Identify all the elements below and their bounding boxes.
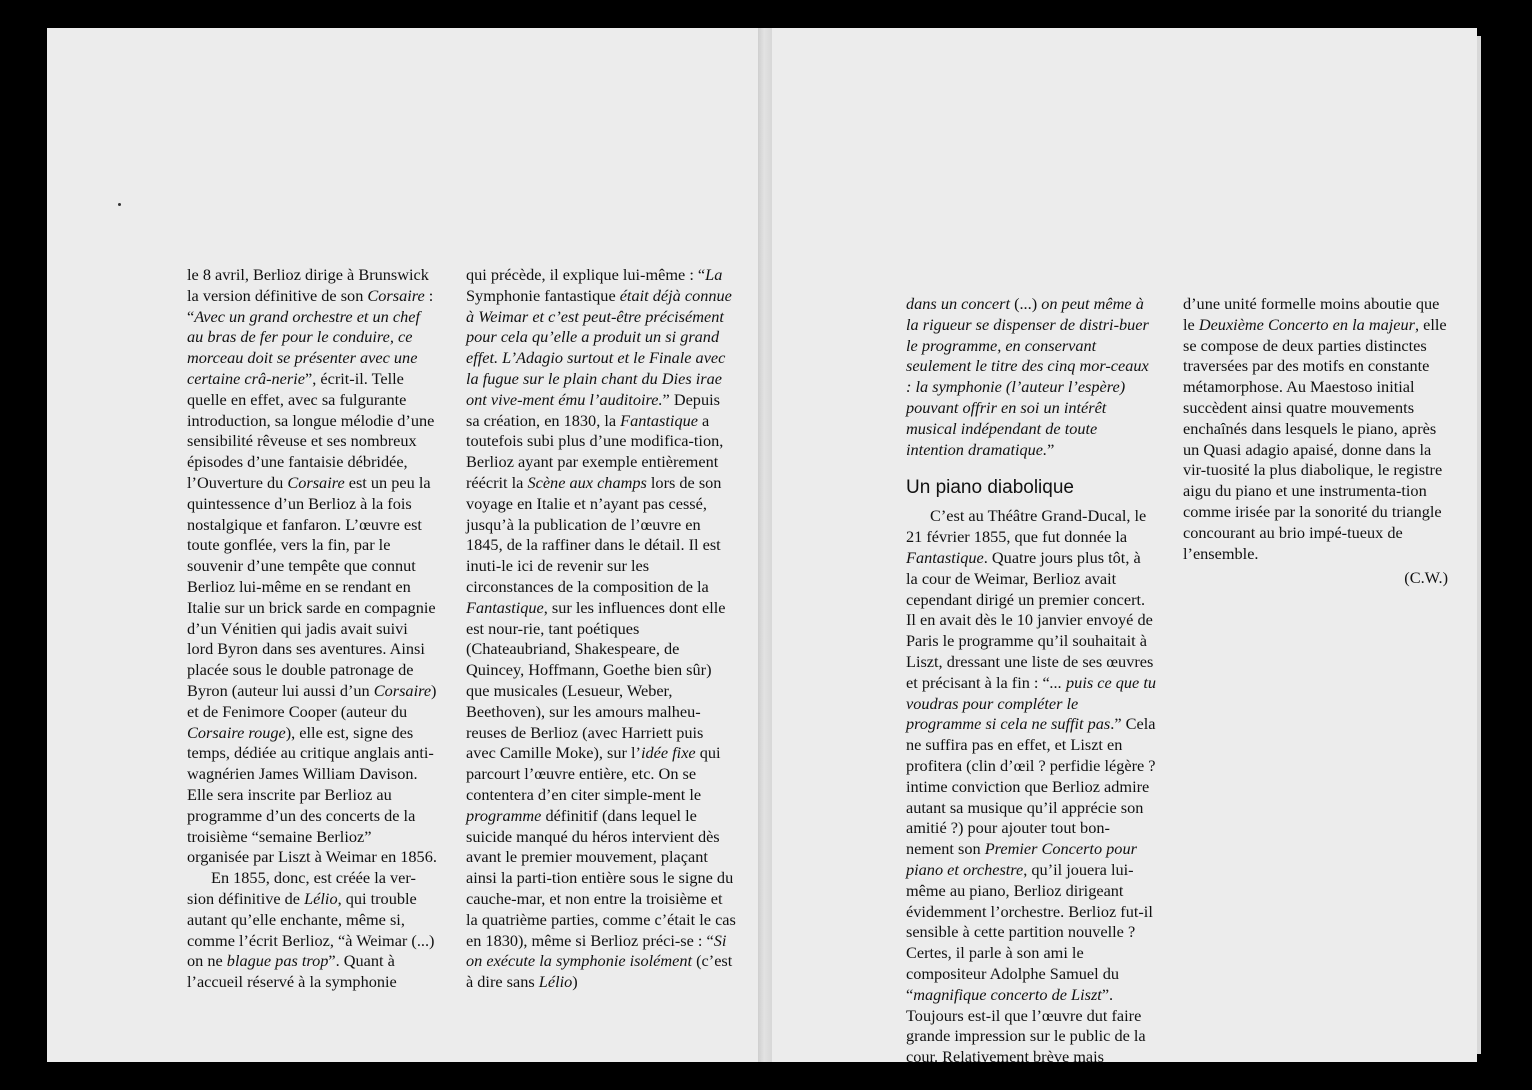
italic-text: Premier Concerto pour piano et orchestre: [906, 839, 1137, 879]
paragraph: dans un concert (...) on peut même à la rigueur se dispenser de distri-buer le programme, en conservant seulement le titre des cinq mor-ceaux : la symphonie (l’auteur l’espère) pouvant offrir en soi un intérêt musical indépendant de toute intention dramatique.”: [906, 294, 1149, 459]
left-column-1: [187, 265, 437, 993]
italic-text: on peut même à la rigueur se dispenser de distri-buer le programme, en conservant seulement le titre des cinq mor-ceaux : la symphonie (l’auteur l’espère) pouvant offrir en soi un intérêt musical indépendant de toute intention dramatique.: [906, 294, 1149, 459]
italic-text: Corsaire: [287, 472, 345, 492]
italic-text: Si on exécute la symphonie isolément: [466, 930, 727, 971]
italic-text: Lélio: [304, 888, 338, 908]
italic-text: dans un concert: [906, 294, 1010, 313]
author-initials: (C.W.): [1404, 568, 1448, 588]
italic-text: Fantastique: [906, 547, 984, 567]
right-column-1: [906, 294, 1156, 1068]
speck: [118, 203, 121, 206]
italic-text: Fantastique: [466, 597, 544, 617]
italic-text: Deuxième Concerto en la majeur: [1198, 314, 1415, 334]
italic-text: Lélio: [538, 972, 573, 992]
italic-text: programme: [466, 805, 542, 825]
italic-text: Corsaire: [373, 680, 432, 700]
paragraph: En 1855, donc, est créée la ver-sion définitive de Lélio, qui trouble autant qu’elle enchante, même si, comme l’écrit Berlioz, “à Weimar (...) on ne blague pas trop”. Quant à l’accueil réservé à la symphonie: [187, 868, 435, 992]
italic-text: Corsaire: [367, 285, 425, 305]
italic-text: Corsaire rouge: [187, 722, 286, 742]
section-heading: Un piano diabolique: [906, 477, 1074, 499]
italic-text: était déjà connue à Weimar et c’est peut-être précisément pour cela qu’elle a produit un si grand effet. L’Adagio surtout et le Finale avec la fugue sur le plain chant du Dies irae ont vive-ment ému l’auditoire.: [466, 285, 732, 409]
paragraph: d’une unité formelle moins aboutie que le Deuxième Concerto en la majeur, elle se compose de deux parties distinctes traversées par des motifs en constante métamorphose. Au Maestoso initial succèdent ainsi quatre mouvements enchaînés dans lesquels le piano, après un Quasi adagio apaisé, donne dans la vir-tuosité la plus diabolique, le registre aigu du piano et une instrumenta-tion comme irisée par la sonorité du triangle concourant au brio impé-tueux de l’ensemble.: [1183, 294, 1447, 563]
italic-text: blague pas trop: [226, 951, 329, 971]
book-gutter: [758, 28, 772, 1062]
italic-text: Scène aux champs: [527, 472, 647, 492]
italic-text: ... puis ce que tu voudras pour compléter le programme si cela ne suffit pas: [906, 672, 1157, 734]
italic-text: magnifique concerto de Liszt: [913, 984, 1102, 1004]
paragraph: C’est au Théâtre Grand-Ducal, le 21 février 1855, que fut donnée la Fantastique. Quatre jours plus tôt, à la cour de Weimar, Berlioz avait cependant dirigé un premier concert. Il en avait dès le 10 janvier envoyé de Paris le programme qu’il souhaitait à Liszt, dressant une liste de ses œuvres et précisant à la fin : “... puis ce que tu voudras pour compléter le programme si cela ne suffit pas.” Cela ne suffira pas en effet, et Liszt en profitera (clin d’œil ? perfidie légère ? intime conviction que Berlioz admire autant sa musique qu’il apprécie son amitié ?) pour ajouter tout bon-nement son Premier Concerto pour piano et orchestre, qu’il jouera lui-même au piano, Berlioz dirigeant évidemment l’orchestre. Berlioz fut-il sensible à cette partition nouvelle ? Certes, il parle à son ami le compositeur Adolphe Samuel du “magnifique concerto de Liszt”. Toujours est-il que l’œuvre dut faire grande impression sur le public de la cour. Relativement brève mais: [906, 506, 1157, 1067]
paragraph: qui précède, il explique lui-même : “La Symphonie fantastique était déjà connue à Weimar et c’est peut-être précisément pour cela qu’elle a produit un si grand effet. L’Adagio surtout et le Finale avec la fugue sur le plain chant du Dies irae ont vive-ment ému l’auditoire.” Depuis sa création, en 1830, la Fantastique a toutefois subi plus d’une modifica-tion, Berlioz ayant par exemple entièrement réécrit la Scène aux champs lors de son voyage en Italie et n’ayant pas cessé, jusqu’à la publication de l’œuvre en 1845, de la raffiner dans le détail. Il est inuti-le ici de revenir sur les circonstances de la composition de la Fantastique, sur les influences dont elle est nour-rie, tant poétiques (Chateaubriand, Shakespeare, de Quincey, Hoffmann, Goethe bien sûr) que musicales (Lesueur, Weber, Beethoven), sur les amours malheu-reuses de Berlioz (avec Harriett puis avec Camille Moke), sur l’idée fixe qui parcourt l’œuvre entière, etc. On se contentera d’en citer simple-ment le programme définitif (dans lequel le suicide manqué du héros intervient dès avant le premier mouvement, plaçant ainsi la parti-tion entière sous le signe du cauche-mar, et non entre la troisième et la quatrième parties, comme c’était le cas en 1830), même si Berlioz préci-se : “Si on exécute la symphonie isolément (c’est à dire sans Lélio): [466, 265, 736, 992]
left-column-2: [466, 265, 736, 993]
right-column-2: [1183, 294, 1448, 589]
paragraph: le 8 avril, Berlioz dirige à Brunswick la version définitive de son Corsaire : “Avec un grand orchestre et un chef au bras de fer pour le conduire, ce morceau doit se présenter avec une certaine crâ-nerie”, écrit-il. Telle quelle en effet, avec sa fulgurante introduction, sa longue mélodie d’une sensibilité rêveuse et ses nombreux épisodes d’une fantaisie débridée, l’Ouverture du Corsaire est un peu la quintessence d’un Berlioz à la fois nostalgique et fanfaron. L’œuvre est toute gonflée, vers la fin, par le souvenir d’une tempête que connut Berlioz lui-même en se rendant en Italie sur un brick sarde en compagnie d’un Vénitien qui jadis avait suivi lord Byron dans ses aventures. Ainsi placée sous le double patronage de Byron (auteur lui aussi d’un Corsaire) et de Fenimore Cooper (auteur du Corsaire rouge), elle est, signe des temps, dédiée au critique anglais anti-wagnérien James William Davison. Elle sera inscrite par Berlioz au programme d’un des concerts de la troisième “semaine Berlioz” organisée par Liszt à Weimar en 1856.: [187, 265, 437, 867]
italic-text: La: [705, 265, 723, 284]
page-edge: [1477, 36, 1481, 1054]
italic-text: idée fixe: [640, 743, 696, 763]
italic-text: Avec un grand orchestre et un chef au bras de fer pour le conduire, ce morceau doit se présenter avec une certaine crâ-nerie: [187, 306, 420, 388]
italic-text: Fantastique: [620, 410, 698, 430]
